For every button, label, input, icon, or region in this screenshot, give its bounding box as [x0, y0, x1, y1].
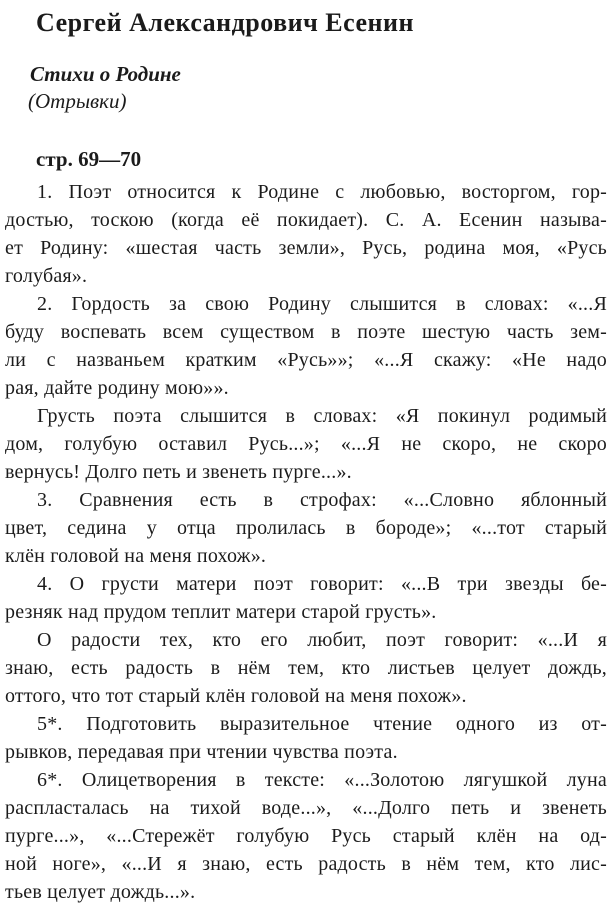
paragraph-answer-2 — [5, 290, 607, 402]
text-line: цвет, седина у отца пролилась в бороде»; «...тот старый — [5, 517, 607, 539]
text-line: ной ноге», «...И я знаю, есть радость в нём тем, кто лис- — [5, 853, 607, 875]
text-line: 1. Поэт относится к Родине с любовью, восторгом, гор- — [37, 181, 607, 203]
paragraph-answer-1 — [5, 178, 607, 290]
text-line: достью, тоскою (когда её покидает). С. А. Есенин называ- — [5, 209, 607, 231]
answers-content — [5, 178, 607, 906]
work-subtitle-note: (Отрывки) — [28, 89, 127, 113]
text-line: Грусть поэта слышится в словах: «Я покинул родимый — [37, 405, 607, 427]
text-line: пурге...», «...Стережёт голубую Русь старый клён на од- — [5, 825, 607, 847]
text-line: ли с названьем кратким «Русь»»; «...Я скажу: «Не надо — [5, 349, 607, 371]
paragraph-answer-4 — [5, 570, 607, 626]
text-line: оттого, что тот старый клён головой на меня похож». — [5, 685, 467, 707]
text-line: дом, голубую оставил Русь...»; «...Я не скоро, не скоро — [5, 433, 607, 455]
text-line: распласталась на тихой воде...», «...Долго петь и звенеть — [5, 797, 607, 819]
text-line: вернусь! Долго петь и звенеть пурге...». — [5, 461, 352, 483]
paragraph-answer-5 — [5, 710, 607, 766]
text-line: О радости тех, кто его любит, поэт говорит: «...И я — [37, 629, 607, 651]
text-line: клён головой на меня похож». — [5, 545, 267, 567]
text-line: ет Родину: «шестая часть земли», Русь, родина моя, «Русь — [5, 237, 607, 259]
text-line: рывков, передавая при чтении чувства поэта. — [5, 741, 398, 763]
text-line: 3. Сравнения есть в строфах: «...Словно яблонный — [37, 489, 607, 511]
paragraph-answer-3 — [5, 486, 607, 570]
text-line: 6*. Олицетворения в тексте: «...Золотою лягушкой луна — [37, 769, 607, 791]
paragraph-answer-4-continued — [5, 626, 607, 710]
text-line: 2. Гордость за свою Родину слышится в словах: «...Я — [37, 293, 607, 315]
page-reference: стр. 69—70 — [36, 147, 142, 171]
paragraph-answer-6 — [5, 766, 607, 906]
text-line: буду воспевать всем существом в поэте шестую часть зем- — [5, 321, 607, 343]
text-line: рая, дайте родину мою»». — [5, 377, 229, 399]
text-line: 4. О грусти матери поэт говорит: «...В три звезды бе- — [37, 573, 607, 595]
text-line: знаю, есть радость в нём тем, кто листьев целует дождь, — [5, 657, 607, 679]
paragraph-answer-2-continued — [5, 402, 607, 486]
text-line: резняк над прудом теплит матери старой грусть». — [5, 601, 437, 623]
page-title: Сергей Александрович Есенин — [36, 8, 414, 37]
text-line: голубая». — [5, 265, 88, 287]
text-line: 5*. Подготовить выразительное чтение одного из от- — [37, 713, 607, 735]
work-title: Стихи о Родине — [30, 62, 181, 86]
text-line: тьев целует дождь...». — [5, 881, 196, 903]
